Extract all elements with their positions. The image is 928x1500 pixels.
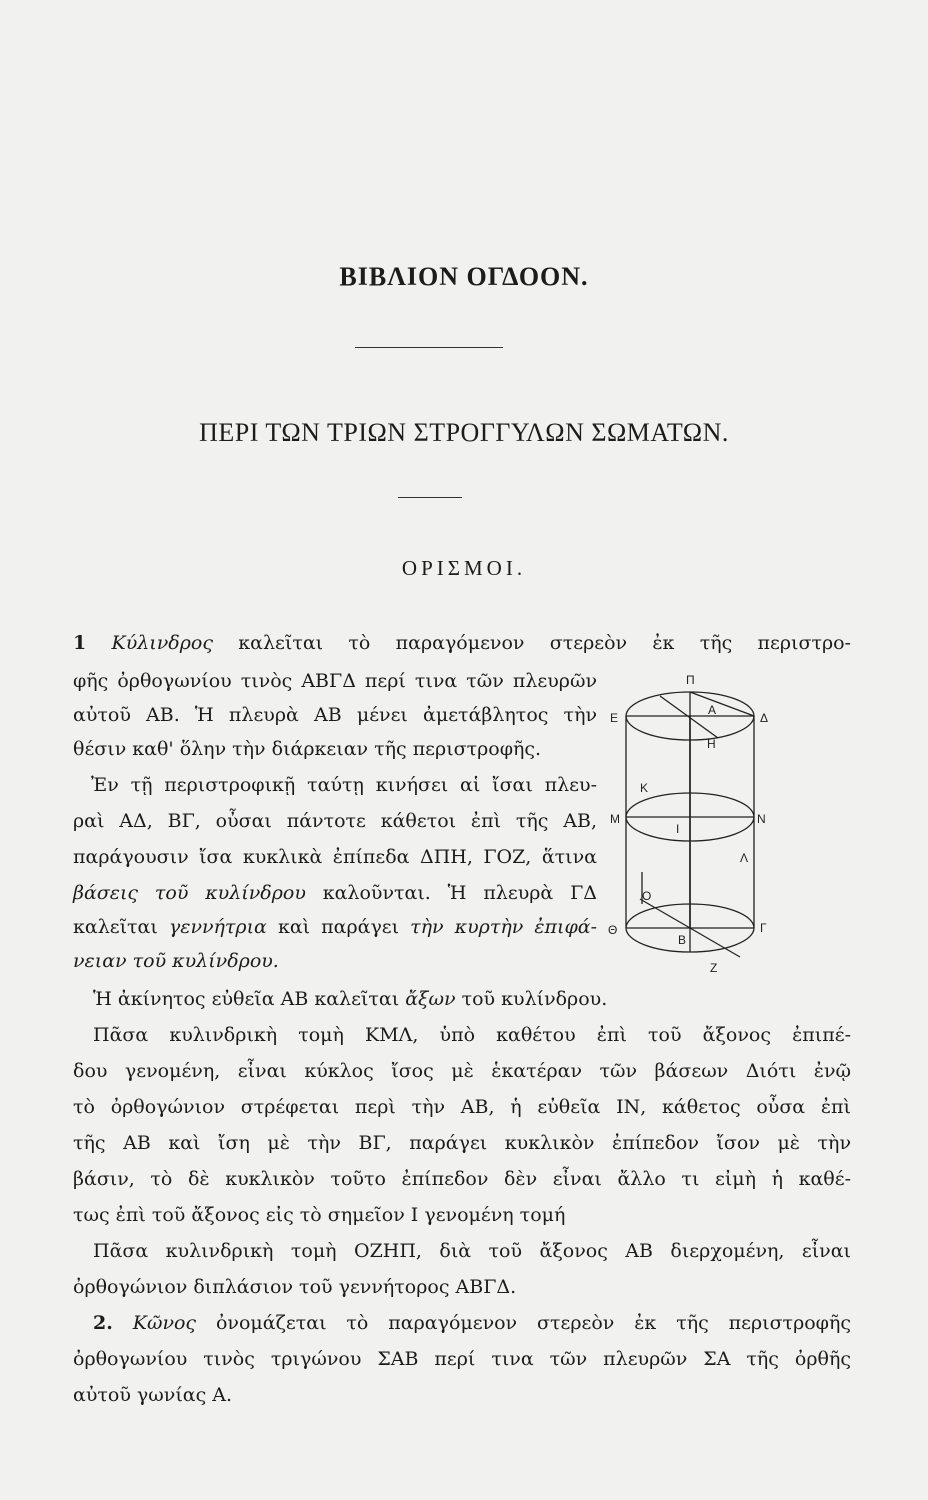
para1-line10 (73, 950, 597, 972)
text-span: Ἡ ἀκίνητος εὐθεῖα ΑΒ καλεῖται (93, 988, 400, 1010)
book-title: ΒΙΒΛΙΟΝ ΟΓΔΟΟΝ. (339, 262, 589, 291)
label-G: Γ (760, 921, 767, 935)
text-span: καλεῖται (73, 916, 158, 938)
label-S: Θ (608, 923, 618, 937)
text-span: καλεῖται τὸ παραγόμενον στερεὸν ἐκ τῆς περιστρο- (238, 632, 851, 654)
para4-line1: Πᾶσα κυλινδρικὴ τομὴ ΟΖΗΠ, διὰ τοῦ ἄξονος ΑΒ διερχομένη, εἶναι (93, 1240, 851, 1262)
label-E: Ε (610, 711, 619, 725)
para3-line6: τως ἐπὶ τοῦ ἄξονος εἰς τὸ σημεῖον Ι γενομένη τομή (73, 1204, 566, 1226)
term-axis: ἄξων (405, 988, 456, 1010)
para4-line2: ὀρθογώνιον διπλάσιον τοῦ γεννήτορος ΑΒΓΔ. (73, 1276, 517, 1298)
text-span: τοῦ κυλίνδρου. (461, 988, 608, 1010)
label-Z: Ζ (710, 961, 718, 975)
para1-line3: αὐτοῦ ΑΒ. Ἡ πλευρὰ ΑΒ μένει ἀμετάβλητος τὴν (73, 704, 597, 726)
label-D: Δ (760, 711, 769, 725)
label-B: Β (678, 933, 687, 947)
term-generatrix: γεννήτρια (168, 916, 267, 938)
para5-line2: ὀρθογωνίου τινὸς τριγώνου ΣΑΒ περί τινα τῶν πλευρῶν ΣΑ τῆς ὀρθῆς (73, 1348, 851, 1370)
definition-number: 1 (73, 632, 87, 654)
para3-line4: τῆς ΑΒ καὶ ἴση μὲ τὴν ΒΓ, παράγει κυκλικὸν ἐπίπεδον ἴσον μὲ τὴν (73, 1132, 851, 1154)
label-K: Κ (640, 781, 649, 795)
label-P: Π (686, 673, 695, 687)
text-span: καὶ παράγει (277, 916, 400, 938)
para1-line8 (73, 882, 597, 904)
label-M: Μ (610, 812, 620, 826)
para2-line1 (93, 988, 607, 1010)
text-span: Ἐν τῇ περιστροφικῇ ταύτῃ κινήσει αἱ ἴσαι πλευ- (91, 774, 597, 796)
cylinder-diagram (600, 668, 780, 988)
para5-line1 (73, 1312, 851, 1334)
para3-line1: Πᾶσα κυλινδρικὴ τομὴ ΚΜΛ, ὑπὸ καθέτου ἐπὶ τοῦ ἄξονος ἐπιπέ- (93, 1024, 851, 1046)
title-divider (355, 347, 503, 348)
term-cone: Κῶνος (132, 1312, 197, 1334)
text-span: καλοῦνται. Ἡ πλευρὰ ΓΔ (322, 882, 597, 904)
term-cylinder: Κύλινδρος (111, 632, 213, 654)
term-surface: τὴν κυρτὴν ἐπιφά- (410, 916, 597, 938)
para5-line3: αὐτοῦ γωνίας Α. (73, 1384, 233, 1406)
label-L: Λ (740, 851, 749, 865)
para3-line3: τὸ ὀρθογώνιον στρέφεται περὶ τὴν ΑΒ, ἡ εὐθεῖα ΙΝ, κάθετος οὖσα ἐπὶ (73, 1096, 851, 1118)
para1-line4: θέσιν καθ' ὅλην τὴν διάρκειαν τῆς περιστροφῆς. (73, 738, 542, 760)
para1-line5 (73, 774, 597, 796)
para1-line7: παράγουσιν ἴσα κυκλικὰ ἐπίπεδα ΔΠΗ, ΓΟΖ, ἅτινα (73, 846, 597, 868)
para1-line1 (73, 632, 851, 654)
para3-line2: δου γενομένη, εἶναι κύκλος ἴσος μὲ ἑκατέραν τῶν βάσεων Διότι ἐνῷ (73, 1060, 851, 1082)
para1-line6: ραὶ ΑΔ, ΒΓ, οὖσαι πάντοτε κάθετοι ἐπὶ τῆς ΑΒ, (73, 810, 597, 832)
chapter-title: ΠΕΡΙ ΤΩΝ ΤΡΙΩΝ ΣΤΡΟΓΓΥΛΩΝ ΣΩΜΑΤΩΝ. (199, 418, 729, 447)
label-N: Ν (757, 812, 766, 826)
para1-line2: φῆς ὀρθογωνίου τινὸς ΑΒΓΔ περί τινα τῶν πλευρῶν (73, 670, 597, 692)
label-O: Ο (642, 889, 652, 903)
label-A: Α (708, 703, 717, 717)
label-I: Ι (676, 822, 680, 836)
para1-line9 (73, 916, 597, 938)
term-bases: βάσεις τοῦ κυλίνδρου (73, 882, 306, 904)
chapter-divider (398, 497, 462, 498)
definition-number: 2. (93, 1312, 113, 1334)
label-H: Η (707, 737, 716, 751)
text-span: ὀνομάζεται τὸ παραγόμενον στερεὸν ἐκ τῆς περιστροφῆς (215, 1312, 852, 1334)
para3-line5: βάσιν, τὸ δὲ κυκλικὸν τοῦτο ἐπίπεδον δὲν εἶναι ἄλλο τι εἰμὴ ἡ καθέ- (73, 1168, 851, 1190)
term-surface-end: νειαν τοῦ κυλίνδρου. (73, 950, 279, 972)
section-title: ΟΡΙΣΜΟΙ. (401, 556, 527, 580)
